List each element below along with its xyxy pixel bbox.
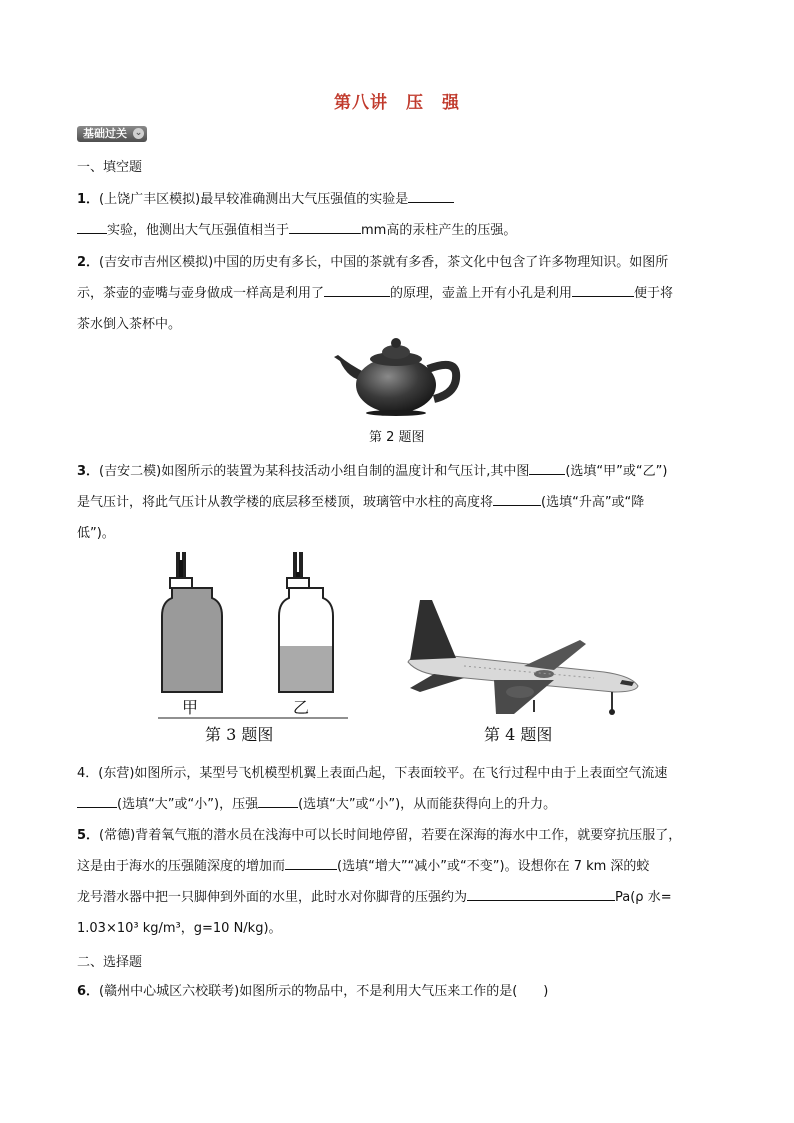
q1-text-1: (上饶广丰区模拟)最早较准确测出大气压强值的实验是 bbox=[99, 192, 409, 207]
q4-text-1: (东营)如图所示，某型号飞机模型机翼上表面凸起，下表面较平。在飞行过程中由于上表面空气流速 bbox=[98, 766, 668, 781]
q1-text-2a: 实验，他测出大气压强值相当于 bbox=[107, 223, 290, 238]
q2-line-1 bbox=[77, 251, 668, 270]
q6-text-1: (赣州中心城区六校联考)如图所示的物品中，不是利用大气压来工作的是( ) bbox=[99, 984, 549, 999]
q1-blank-1[interactable] bbox=[408, 190, 454, 203]
q4-line-2 bbox=[77, 793, 556, 812]
fig3-caption: 第 3 题图 bbox=[205, 725, 274, 744]
q1-number: 1． bbox=[77, 192, 100, 207]
q2-text-1: (吉安市吉州区模拟)中国的历史有多长，中国的茶就有多香，茶文化中包含了许多物理知识。如图所 bbox=[99, 255, 669, 270]
fig2-caption: 第 2 题图 bbox=[369, 430, 425, 445]
q3-line-3: 低”)。 bbox=[77, 526, 115, 541]
q5-blank-2[interactable] bbox=[467, 888, 615, 901]
q3-number: 3． bbox=[77, 464, 100, 479]
q3-text-1a: (吉安二模)如图所示的装置为某科技活动小组自制的温度计和气压计,其中图 bbox=[99, 464, 530, 479]
q2-line-2 bbox=[77, 282, 673, 301]
q3-line-2 bbox=[77, 491, 644, 510]
fig4-caption: 第 4 题图 bbox=[484, 725, 553, 744]
q4-blank-2[interactable] bbox=[258, 795, 298, 808]
q4-number: 4． bbox=[77, 766, 99, 781]
q3-text-2a: 是气压计，将此气压计从教学楼的底层移至楼顶，玻璃管中水柱的高度将 bbox=[77, 495, 494, 510]
section-heading-choice: 二、选择题 bbox=[77, 955, 143, 970]
badge-label: 基础过关 bbox=[83, 127, 127, 140]
q2-text-2b: 的原理，壶盖上开有小孔是利用 bbox=[390, 286, 573, 301]
q5-text-3a: 龙号潜水器中把一只脚伸到外面的水里，此时水对你脚背的压强约为 bbox=[77, 890, 468, 905]
q1-line-2 bbox=[77, 219, 516, 238]
q1-text-2b: mm高的汞柱产生的压强。 bbox=[361, 223, 517, 238]
q5-blank-1[interactable] bbox=[285, 857, 337, 870]
q3-blank-2[interactable] bbox=[493, 493, 541, 506]
q2-blank-2[interactable] bbox=[572, 284, 634, 297]
q4-text-2b: (选填“大”或“小”)，从而能获得向上的升力。 bbox=[298, 797, 557, 812]
q1-line-1 bbox=[77, 188, 454, 207]
q1-blank-1-cont[interactable] bbox=[77, 221, 107, 234]
section-badge bbox=[77, 126, 147, 142]
q2-text-2a: 示，茶壶的壶嘴与壶身做成一样高是利用了 bbox=[77, 286, 325, 301]
q3-text-1b: (选填“甲”或“乙”) bbox=[565, 464, 668, 479]
q5-line-3 bbox=[77, 886, 672, 905]
q5-text-2b: (选填“增大”“减小”或“不变”)。设想你在 7 km 深的蛟 bbox=[337, 859, 650, 874]
chevron-down-icon: ⌄ bbox=[134, 128, 143, 138]
q5-text-1: (常德)背着氧气瓶的潜水员在浅海中可以长时间地停留，若要在深海的海水中工作，就要穿抗压服了， bbox=[99, 828, 682, 843]
q6-line-1 bbox=[77, 980, 548, 999]
q3-text-2b: (选填“升高”或“降 bbox=[541, 495, 645, 510]
q5-number: 5． bbox=[77, 828, 100, 843]
q5-line-1 bbox=[77, 824, 681, 843]
teapot-image bbox=[330, 333, 462, 417]
q2-text-2c: 便于将 bbox=[634, 286, 674, 301]
label-jia: 甲 bbox=[182, 698, 199, 717]
q5-text-3b: Pa(ρ 水= bbox=[615, 890, 672, 905]
q5-text-2a: 这是由于海水的压强随深度的增加而 bbox=[77, 859, 286, 874]
q1-blank-2[interactable] bbox=[289, 221, 361, 234]
q5-line-2 bbox=[77, 855, 649, 874]
q3-blank-1[interactable] bbox=[529, 462, 565, 475]
label-yi: 乙 bbox=[293, 698, 310, 717]
q5-line-4: 1.03×10³ kg/m³，g=10 N/kg)。 bbox=[77, 921, 282, 936]
q4-line-1 bbox=[77, 762, 667, 781]
page-title: 第八讲 压 强 bbox=[334, 93, 460, 113]
q2-line-3: 茶水倒入茶杯中。 bbox=[77, 317, 182, 332]
q6-number: 6． bbox=[77, 984, 100, 999]
airplane-image bbox=[404, 596, 644, 720]
q2-number: 2． bbox=[77, 255, 100, 270]
q2-blank-1[interactable] bbox=[324, 284, 390, 297]
section-heading-fill: 一、填空题 bbox=[77, 160, 143, 175]
q4-text-2a: (选填“大”或“小”)，压强 bbox=[117, 797, 259, 812]
q4-blank-1[interactable] bbox=[77, 795, 117, 808]
q3-line-1 bbox=[77, 460, 667, 479]
